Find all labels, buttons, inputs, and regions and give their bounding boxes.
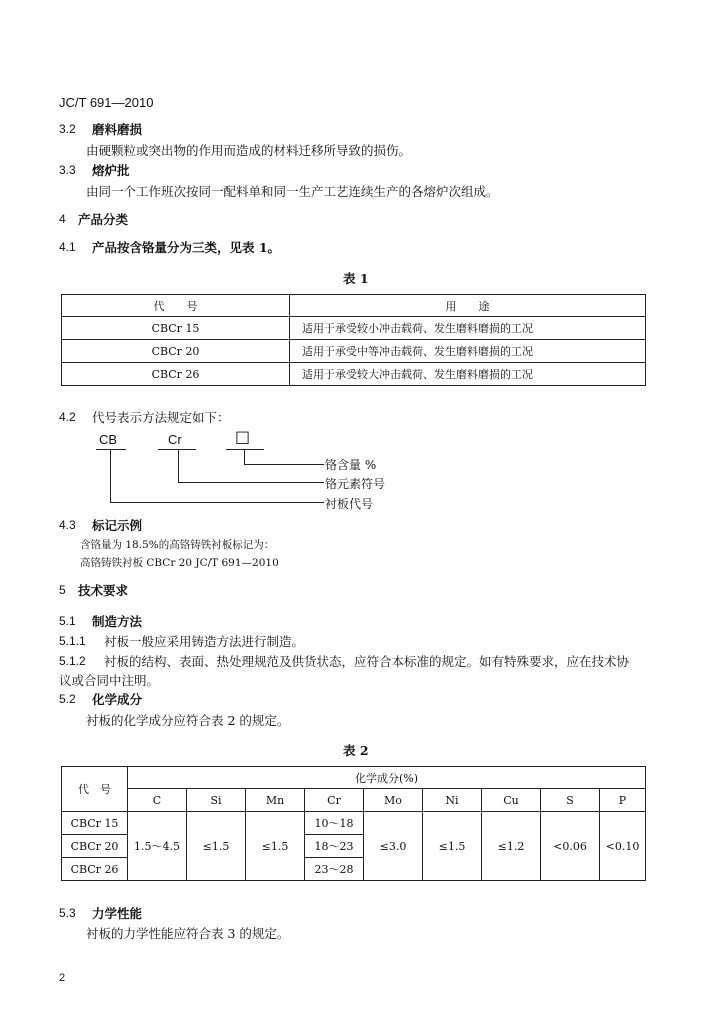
table-header-element: Cu: [482, 789, 541, 812]
connector-line: [110, 450, 111, 503]
connector-line: [244, 464, 324, 465]
section-number: 5.1.2: [59, 654, 86, 668]
table-1: [61, 294, 646, 386]
table-cell-cr: 10～18: [305, 812, 364, 835]
table-cell-cr: 18～23: [305, 835, 364, 858]
table-header-element: Si: [187, 789, 246, 812]
table-header-element: Mn: [246, 789, 305, 812]
table-header-code: 代 号: [62, 295, 290, 317]
section-text: 衬板一般应采用铸造方法进行制造。: [104, 634, 305, 649]
table-header-element: S: [541, 789, 600, 812]
section-text: 代号表示方法规定如下：: [92, 410, 230, 425]
underline: [226, 449, 264, 450]
example-line: 高铬铸铁衬板 CBCr 20 JC/T 691—2010: [80, 557, 279, 569]
table-header-code: 代 号: [62, 767, 128, 812]
table-cell-code: CBCr 26: [62, 858, 128, 881]
table-2: [61, 766, 646, 881]
section-number: 5.1: [59, 614, 76, 628]
section-title: 化学成分: [92, 692, 143, 707]
code-part-cr: Cr: [168, 432, 182, 447]
section-body: 由硬颗粒或突出物的作用而造成的材料迁移所导致的损伤。: [86, 143, 412, 158]
table-cell-mo: ≤3.0: [364, 812, 423, 881]
table-header-element: Mo: [364, 789, 423, 812]
section-text: 产品按含铬量分为三类，见表 1。: [92, 240, 281, 255]
table-cell-cu: ≤1.2: [482, 812, 541, 881]
table-caption: 表 1: [343, 271, 369, 286]
table-header-usage: 用 途: [290, 295, 646, 317]
table-cell: 适用于承受中等冲击载荷、发生磨料磨损的工况: [290, 340, 646, 363]
placeholder-box: □: [235, 427, 251, 446]
underline: [158, 449, 196, 450]
connector-line: [244, 450, 245, 465]
table-cell-ni: ≤1.5: [423, 812, 482, 881]
table-cell-p: <0.10: [600, 812, 646, 881]
table-cell-s: <0.06: [541, 812, 600, 881]
section-number: 4.2: [59, 410, 76, 424]
section-number: 5.1.1: [59, 634, 86, 648]
label-chromium-content: 铬含量 %: [325, 458, 377, 472]
section-number: 4: [59, 212, 66, 226]
section-body: 由同一个工作班次按同一配料单和同一生产工艺连续生产的各熔炉次组成。: [86, 184, 499, 199]
section-body: 衬板的化学成分应符合表 2 的规定。: [86, 713, 290, 728]
connector-line: [178, 482, 324, 483]
table-cell-code: CBCr 20: [62, 835, 128, 858]
table-cell: CBCr 26: [62, 363, 290, 386]
connector-line: [110, 502, 324, 503]
table-cell: CBCr 15: [62, 317, 290, 340]
section-title: 产品分类: [78, 212, 129, 227]
table-caption: 表 2: [343, 743, 369, 758]
example-line: 含铬量为 18.5%的高铬铸铁衬板标记为：: [80, 539, 275, 551]
document-code: JC/T 691—2010: [59, 95, 154, 110]
section-number: 5.2: [59, 692, 76, 706]
section-number: 3.3: [59, 163, 76, 177]
connector-line: [178, 450, 179, 483]
section-title: 标记示例: [92, 518, 143, 533]
table-cell: 适用于承受较小冲击载荷、发生磨料磨损的工况: [290, 317, 646, 340]
table-cell: CBCr 20: [62, 340, 290, 363]
table-cell-mn: ≤1.5: [246, 812, 305, 881]
section-title: 力学性能: [92, 906, 143, 921]
page-number: 2: [59, 972, 66, 984]
section-text: 议或合同中注明。: [59, 673, 160, 688]
table-cell-code: CBCr 15: [62, 812, 128, 835]
section-number: 3.2: [59, 122, 76, 136]
table-header-element: Ni: [423, 789, 482, 812]
label-chromium-symbol: 铬元素符号: [325, 477, 386, 491]
section-number: 4.3: [59, 518, 76, 532]
section-body: 衬板的力学性能应符合表 3 的规定。: [86, 926, 290, 941]
section-text: 衬板的结构、表面、热处理规范及供货状态，应符合本标准的规定。如有特殊要求，应在技术协: [104, 654, 630, 669]
underline: [96, 449, 126, 450]
table-cell-c: 1.5～4.5: [128, 812, 187, 881]
table-cell: 适用于承受较大冲击载荷、发生磨料磨损的工况: [290, 363, 646, 386]
section-title: 磨料磨损: [92, 122, 143, 137]
table-cell-si: ≤1.5: [187, 812, 246, 881]
table-header-element: Cr: [305, 789, 364, 812]
table-header-element: P: [600, 789, 646, 812]
section-number: 5: [59, 583, 66, 597]
code-part-cb: CB: [99, 432, 118, 447]
section-number: 4.1: [59, 240, 76, 254]
section-title: 制造方法: [92, 614, 143, 629]
section-number: 5.3: [59, 906, 76, 920]
section-title: 技术要求: [78, 583, 129, 598]
table-header-chemical: 化学成分(%): [128, 767, 646, 789]
label-liner-code: 衬板代号: [325, 497, 374, 511]
section-title: 熔炉批: [92, 163, 130, 178]
table-header-element: C: [128, 789, 187, 812]
table-cell-cr: 23～28: [305, 858, 364, 881]
